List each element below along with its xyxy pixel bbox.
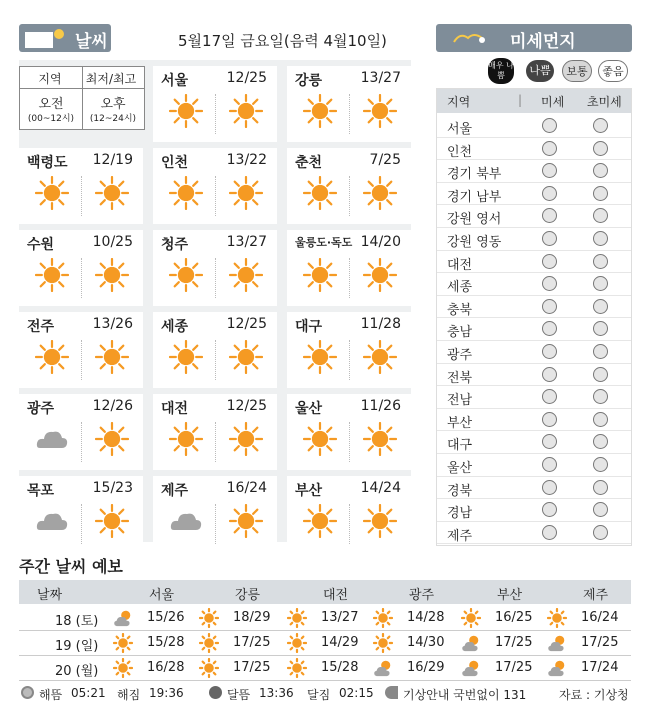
sun-icon [287, 658, 307, 682]
city-cell [287, 394, 411, 470]
sunrise-icon [21, 686, 34, 699]
sun-icon [169, 94, 203, 132]
weekly-temp: 17/25 [495, 660, 533, 675]
dust-row [437, 296, 631, 319]
weekly-row [19, 656, 631, 681]
pm25-indicator [593, 457, 608, 472]
partly-cloudy-icon [547, 633, 567, 657]
sun-icon [229, 504, 263, 542]
city-cell [153, 230, 277, 306]
weekly-temp: 14/28 [407, 610, 445, 625]
sun-icon [199, 633, 219, 657]
dust-region: 경기 북부 [447, 167, 502, 183]
sun-icon [229, 176, 263, 214]
dust-level-bad: 나쁨 [526, 60, 554, 82]
weather-logo-icon [25, 28, 69, 48]
sun-icon [229, 94, 263, 132]
city-name: 백령도 [27, 155, 68, 171]
city-cell [153, 476, 277, 552]
moonrise-label: 달뜸 [227, 688, 251, 702]
city-name: 대전 [161, 401, 189, 417]
cloud-icon [169, 504, 203, 542]
legend-am-sub: (00~12시) [27, 114, 75, 124]
dust-row [437, 341, 631, 364]
dust-region: 대전 [447, 257, 473, 273]
sun-icon [303, 258, 337, 296]
partly-cloudy-icon [547, 658, 567, 682]
dust-region: 울산 [447, 461, 473, 476]
city-temp: 12/19 [92, 152, 133, 168]
legend-am: 오전 [38, 97, 64, 112]
city-name: 울산 [295, 401, 323, 417]
weekly-temp: 16/28 [147, 660, 185, 675]
pm25-indicator [593, 276, 608, 291]
city-name: 목포 [27, 483, 55, 499]
sun-icon [113, 658, 133, 682]
weekly-head-city: 제주 [583, 588, 609, 603]
moonset-time: 02:15 [339, 686, 374, 700]
pm25-indicator [593, 186, 608, 201]
pm10-indicator [542, 480, 557, 495]
weekly-temp: 18/29 [233, 610, 271, 625]
phone-icon [385, 686, 398, 699]
legend-pm: 오후 [100, 97, 126, 112]
sun-icon [303, 422, 337, 460]
sun-icon [229, 258, 263, 296]
sun-icon [113, 633, 133, 657]
cloud-icon [35, 504, 69, 542]
city-weather-panel [19, 60, 411, 542]
dust-row [437, 477, 631, 500]
pm10-indicator [542, 525, 557, 540]
city-temp: 7/25 [369, 152, 401, 168]
weekly-header [19, 580, 631, 604]
dust-row [437, 115, 631, 138]
city-cell [153, 66, 277, 142]
weekly-temp: 17/25 [495, 635, 533, 650]
dust-row [437, 386, 631, 409]
weekly-head-date: 날짜 [37, 588, 63, 603]
sun-icon [363, 176, 397, 214]
sun-icon [95, 176, 129, 214]
sun-icon [547, 608, 567, 632]
city-cell [153, 394, 277, 470]
sun-icon [199, 658, 219, 682]
pm10-indicator [542, 254, 557, 269]
pm10-indicator [542, 412, 557, 427]
dust-row [437, 522, 631, 545]
city-cell [19, 148, 143, 224]
city-cell [153, 312, 277, 388]
pm10-indicator [542, 367, 557, 382]
city-temp: 13/27 [360, 70, 401, 86]
dust-logo-icon [452, 30, 488, 46]
weekly-temp: 17/24 [581, 660, 619, 675]
pm10-indicator [542, 141, 557, 156]
pm25-indicator [593, 412, 608, 427]
city-temp: 14/20 [360, 234, 401, 250]
weekly-head-city: 강릉 [235, 588, 261, 603]
info-line: 기상안내 국번없이 131 [403, 688, 527, 702]
moon-icon [209, 686, 222, 699]
city-name: 춘천 [295, 155, 323, 171]
pm10-indicator [542, 163, 557, 178]
dust-header [436, 24, 632, 52]
dust-row [437, 205, 631, 228]
sun-icon [95, 340, 129, 378]
city-temp: 13/22 [226, 152, 267, 168]
city-temp: 12/25 [226, 70, 267, 86]
sun-icon [303, 176, 337, 214]
footer [19, 684, 631, 704]
dust-row [437, 364, 631, 387]
dust-row [437, 454, 631, 477]
dust-region: 서울 [447, 122, 473, 137]
sun-icon [373, 633, 393, 657]
pm10-indicator [542, 299, 557, 314]
sunset-label: 해짐 [117, 688, 141, 702]
sun-icon [199, 608, 219, 632]
weekly-temp: 16/25 [495, 610, 533, 625]
weekly-temp: 16/24 [581, 610, 619, 625]
pm25-indicator [593, 118, 608, 133]
pm10-indicator [542, 434, 557, 449]
city-cell [287, 230, 411, 306]
city-temp: 15/23 [92, 480, 133, 496]
dust-row [437, 228, 631, 251]
date-label: 5월17일 금요일(음력 4월10일) [178, 32, 387, 50]
cloud-icon [35, 422, 69, 460]
legend-region: 지역 [38, 72, 62, 86]
city-temp: 10/25 [92, 234, 133, 250]
sun-icon [363, 422, 397, 460]
dust-region: 인천 [447, 144, 473, 160]
sun-icon [287, 633, 307, 657]
pm10-indicator [542, 118, 557, 133]
dust-region: 대구 [447, 438, 473, 454]
city-cell [287, 476, 411, 552]
city-cell [19, 476, 143, 552]
city-temp: 12/26 [92, 398, 133, 414]
pm25-indicator [593, 344, 608, 359]
pm25-indicator [593, 434, 608, 449]
dust-row [437, 138, 631, 161]
dust-region: 부산 [447, 415, 473, 431]
legend-pm-sub: (12~24시) [89, 114, 137, 124]
legend-box [19, 66, 145, 130]
sun-icon [363, 504, 397, 542]
sunset-time: 19:36 [149, 686, 184, 700]
dust-row [437, 251, 631, 274]
dust-region: 세종 [447, 280, 473, 296]
sun-icon [169, 176, 203, 214]
pm25-indicator [593, 141, 608, 156]
dust-region: 충남 [447, 325, 473, 341]
city-name: 세종 [161, 319, 189, 335]
partly-cloudy-icon [113, 608, 133, 632]
sun-icon [303, 340, 337, 378]
weekly-date: 20 (월) [55, 664, 99, 679]
pm10-indicator [542, 186, 557, 201]
pm10-indicator [542, 344, 557, 359]
weather-title: 날씨 [75, 32, 108, 52]
sun-icon [363, 258, 397, 296]
dust-level-normal: 보통 [562, 60, 592, 82]
source-label: 자료 : 기상청 [559, 688, 629, 702]
pm10-indicator [542, 502, 557, 517]
city-temp: 12/25 [226, 316, 267, 332]
sun-icon [169, 340, 203, 378]
dust-row [437, 273, 631, 296]
dust-table [436, 88, 632, 546]
weekly-head-city: 광주 [409, 588, 435, 603]
moonrise-time: 13:36 [259, 686, 294, 700]
dust-level-good: 좋음 [598, 60, 628, 82]
city-temp: 11/28 [360, 316, 401, 332]
pm10-indicator [542, 208, 557, 223]
pm25-indicator [593, 254, 608, 269]
dust-region: 강원 영동 [447, 235, 502, 250]
city-cell [287, 312, 411, 388]
sun-icon [169, 258, 203, 296]
pm25-indicator [593, 525, 608, 540]
dust-row [437, 431, 631, 454]
weekly-head-city: 대전 [323, 588, 349, 603]
pm10-indicator [542, 276, 557, 291]
sun-icon [229, 422, 263, 460]
sun-icon [363, 94, 397, 132]
pm25-indicator [593, 163, 608, 178]
pm10-indicator [542, 457, 557, 472]
weekly-head-city: 부산 [497, 588, 523, 603]
dust-region: 전남 [447, 393, 473, 409]
city-name: 청주 [161, 237, 189, 253]
city-cell [19, 312, 143, 388]
partly-cloudy-icon [373, 658, 393, 682]
city-temp: 13/26 [92, 316, 133, 332]
weekly-date: 19 (일) [55, 639, 99, 654]
city-cell [287, 66, 411, 142]
dust-region: 제주 [447, 528, 473, 544]
pm25-indicator [593, 389, 608, 404]
sun-icon [303, 504, 337, 542]
city-cell [287, 148, 411, 224]
dust-head-pm10: 미세 [541, 95, 565, 109]
city-cell [19, 230, 143, 306]
weekly-temp: 13/27 [321, 610, 359, 625]
dust-region: 경기 남부 [447, 189, 502, 205]
partly-cloudy-icon [461, 658, 481, 682]
dust-row [437, 499, 631, 522]
dust-region: 경북 [447, 483, 473, 499]
sun-icon [169, 422, 203, 460]
city-temp: 12/25 [226, 398, 267, 414]
city-cell [19, 394, 143, 470]
city-temp: 11/26 [360, 398, 401, 414]
sun-icon [373, 608, 393, 632]
city-name: 강릉 [295, 73, 323, 89]
pm25-indicator [593, 208, 608, 223]
weekly-row [19, 606, 631, 631]
dust-table-header: 지역 | 미세 초미세 [437, 89, 631, 113]
sun-icon [35, 176, 69, 214]
dust-title: 미세먼지 [510, 32, 576, 52]
dust-row [437, 409, 631, 432]
dust-region: 광주 [447, 348, 473, 363]
sun-icon [95, 422, 129, 460]
sun-icon [35, 258, 69, 296]
city-name: 제주 [161, 483, 189, 499]
dust-region: 전북 [447, 370, 473, 386]
city-name: 수원 [27, 237, 55, 253]
weather-header [19, 24, 111, 52]
city-temp: 16/24 [226, 480, 267, 496]
pm25-indicator [593, 299, 608, 314]
weekly-temp: 15/28 [147, 635, 185, 650]
legend-minmax: 최저/최고 [85, 72, 137, 86]
sun-icon [229, 340, 263, 378]
city-name: 부산 [295, 483, 323, 499]
dust-level-very-bad: 매우 나쁨 [488, 58, 514, 84]
sunrise-label: 해뜸 [39, 688, 63, 702]
pm25-indicator [593, 502, 608, 517]
weekly-temp: 17/25 [233, 660, 271, 675]
sunrise-time: 05:21 [71, 686, 106, 700]
pm10-indicator [542, 389, 557, 404]
pm25-indicator [593, 321, 608, 336]
dust-region: 강원 영서 [447, 212, 502, 228]
city-name: 대구 [295, 319, 323, 335]
dust-head-pm25: 초미세 [587, 95, 622, 109]
city-name: 인천 [161, 155, 189, 171]
pm25-indicator [593, 367, 608, 382]
weekly-head-city: 서울 [149, 588, 175, 603]
weekly-temp: 17/25 [233, 635, 271, 650]
pm25-indicator [593, 231, 608, 246]
weekly-row [19, 631, 631, 656]
pm10-indicator [542, 231, 557, 246]
weekly-temp: 15/28 [321, 660, 359, 675]
sun-icon [461, 608, 481, 632]
dust-row [437, 318, 631, 341]
city-name: 광주 [27, 401, 55, 417]
city-temp: 13/27 [226, 234, 267, 250]
sun-icon [95, 258, 129, 296]
sun-icon [363, 340, 397, 378]
dust-head-region: 지역 [447, 95, 471, 109]
moonset-label: 달짐 [307, 688, 331, 702]
city-name: 서울 [161, 73, 189, 89]
dust-region: 충북 [447, 302, 473, 318]
sun-icon [287, 608, 307, 632]
city-temp: 14/24 [360, 480, 401, 496]
pm25-indicator [593, 480, 608, 495]
city-name: 전주 [27, 319, 55, 335]
dust-row [437, 183, 631, 206]
weekly-temp: 15/26 [147, 610, 185, 625]
weekly-temp: 17/25 [581, 635, 619, 650]
sun-icon [35, 340, 69, 378]
dust-region: 경남 [447, 506, 473, 522]
weekly-temp: 16/29 [407, 660, 445, 675]
weekly-temp: 14/29 [321, 635, 359, 650]
partly-cloudy-icon [461, 633, 481, 657]
dust-row [437, 160, 631, 183]
weekly-temp: 14/30 [407, 635, 445, 650]
weekly-date: 18 (토) [55, 614, 99, 629]
sun-icon [303, 94, 337, 132]
sun-icon [95, 504, 129, 542]
pm10-indicator [542, 321, 557, 336]
weekly-title: 주간 날씨 예보 [19, 557, 123, 576]
city-cell [153, 148, 277, 224]
city-name: 울릉도·독도 [295, 236, 353, 249]
